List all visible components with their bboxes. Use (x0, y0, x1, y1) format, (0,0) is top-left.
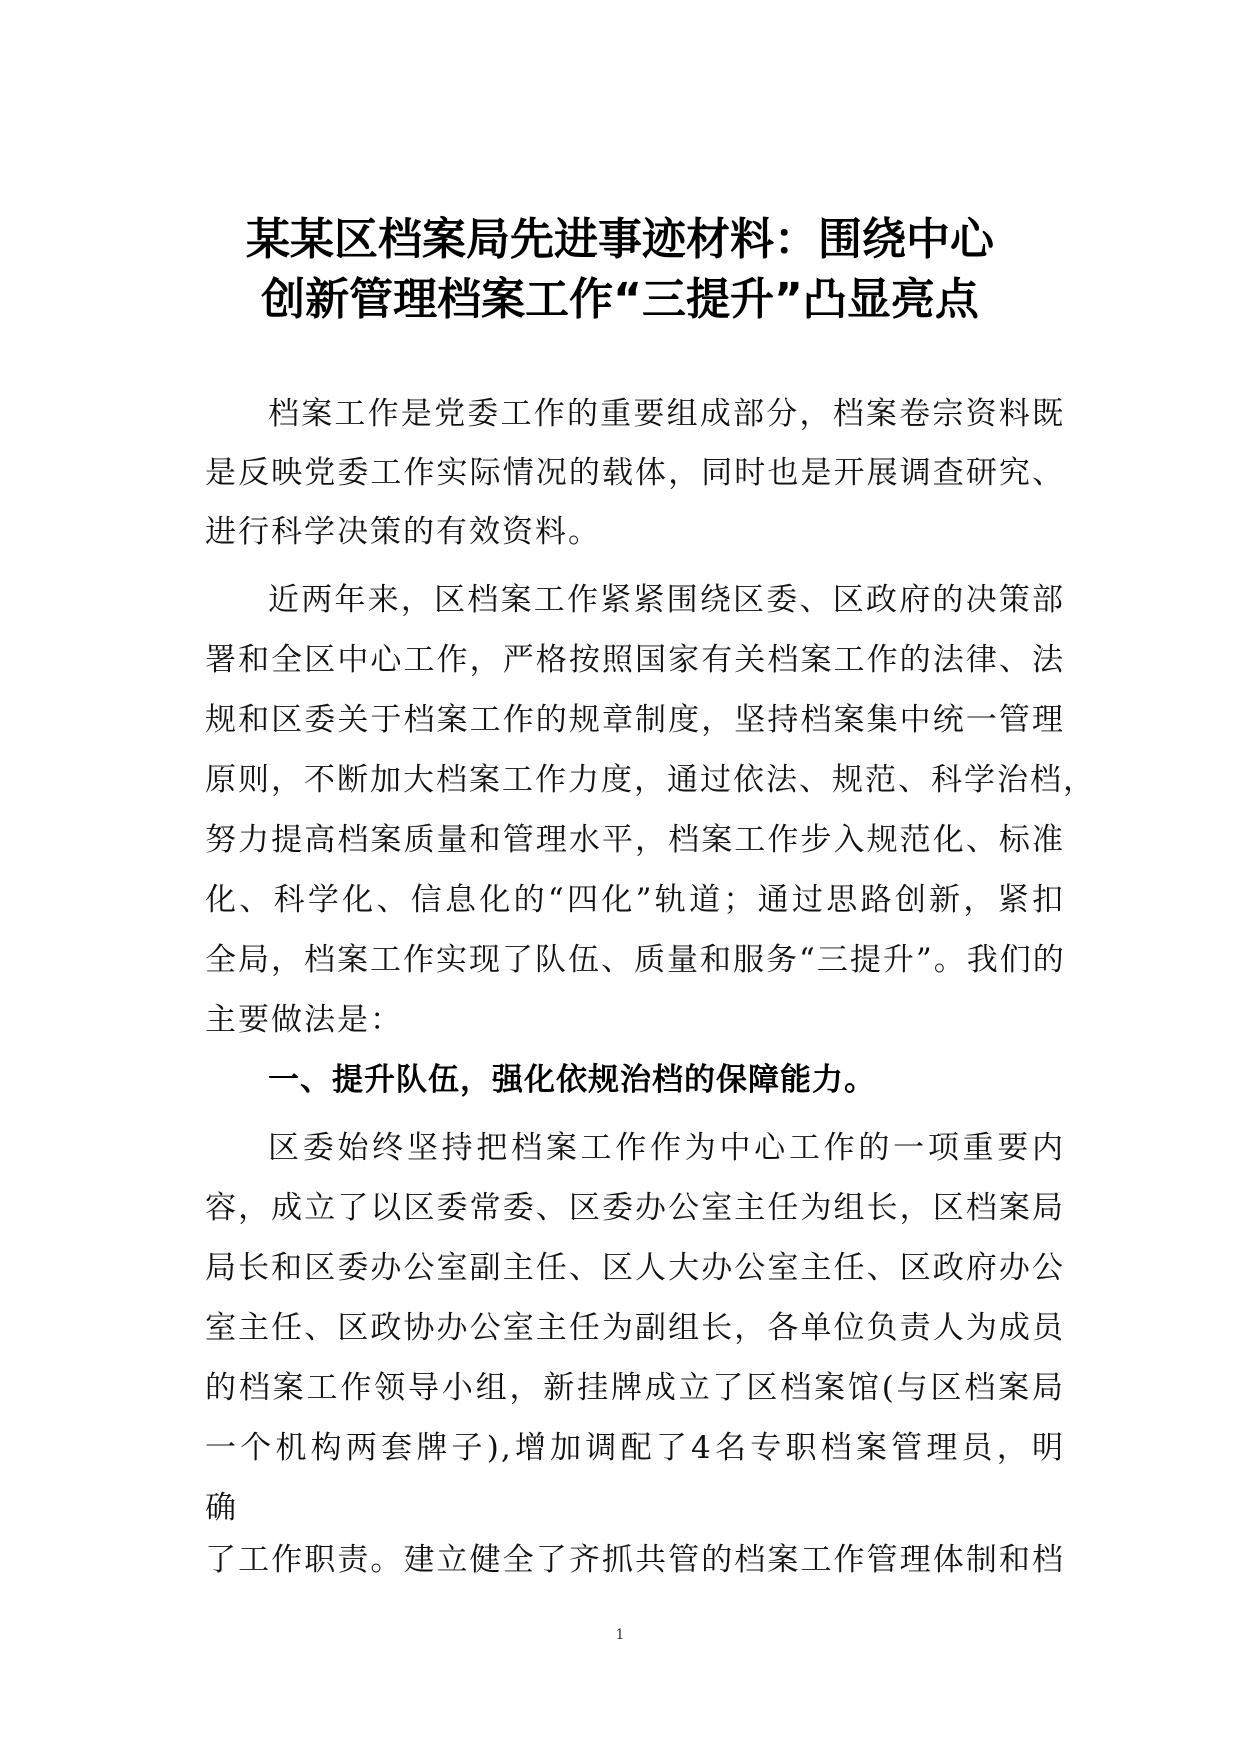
paragraph-1-line-3: 进行科学决策的有效资料。 (205, 514, 601, 550)
paragraph-3-line-2: 容，成立了以区委常委、区委办公室主任为组长，区档案局 (205, 1190, 1065, 1226)
paragraph-2-line-4: 原则，不断加大档案工作力度，通过依法、规范、科学治档， (205, 762, 1096, 798)
page-number: 1 (615, 1627, 625, 1643)
paragraph-2-line-3: 规和区委关于档案工作的规章制度，坚持档案集中统一管理 (205, 702, 1065, 738)
paragraph-2-line-8: 主要做法是： (205, 1002, 403, 1038)
paragraph-2-line-7: 全局，档案工作实现了队伍、质量和服务“三提升”。我们的 (205, 942, 1066, 978)
title-line-2: 创新管理档案工作“三提升”凸显亮点 (261, 274, 979, 325)
paragraph-2-line-6: 化、科学化、信息化的“四化”轨道；通过思路创新，紧扣 (205, 882, 1065, 918)
paragraph-3-line-4: 室主任、区政协办公室主任为副组长，各单位负责人为成员 (205, 1310, 1065, 1346)
section-heading-1: 一、提升队伍，强化依规治档的保障能力。 (268, 1062, 876, 1098)
paragraph-2-line-5: 努力提高档案质量和管理水平，档案工作步入规范化、标准 (205, 822, 1065, 858)
paragraph-3-line-3: 局长和区委办公室副主任、区人大办公室主任、区政府办公 (205, 1250, 1065, 1286)
paragraph-3-line-7: 确 (205, 1490, 238, 1526)
paragraph-3-line-1: 区委始终坚持把档案工作作为中心工作的一项重要内 (268, 1130, 1065, 1166)
paragraph-1-line-1: 档案工作是党委工作的重要组成部分，档案卷宗资料既 (268, 396, 1065, 432)
paragraph-2-line-1: 近两年来，区档案工作紧紧围绕区委、区政府的决策部 (268, 582, 1065, 618)
paragraph-2-line-2: 署和全区中心工作，严格按照国家有关档案工作的法律、法 (205, 642, 1065, 678)
paragraph-3-line-5: 的档案工作领导小组，新挂牌成立了区档案馆(与区档案局 (205, 1370, 1065, 1406)
title-line-1: 某某区档案局先进事迹材料：围绕中心 (246, 214, 994, 265)
paragraph-3-line-6: 一个机构两套牌子),增加调配了4名专职档案管理员，明 (205, 1430, 1065, 1466)
paragraph-1-line-2: 是反映党委工作实际情况的载体，同时也是开展调查研究、 (205, 455, 1065, 491)
paragraph-3-line-8: 了工作职责。建立健全了齐抓共管的档案工作管理体制和档 (205, 1542, 1065, 1578)
document-title (150, 210, 1090, 330)
